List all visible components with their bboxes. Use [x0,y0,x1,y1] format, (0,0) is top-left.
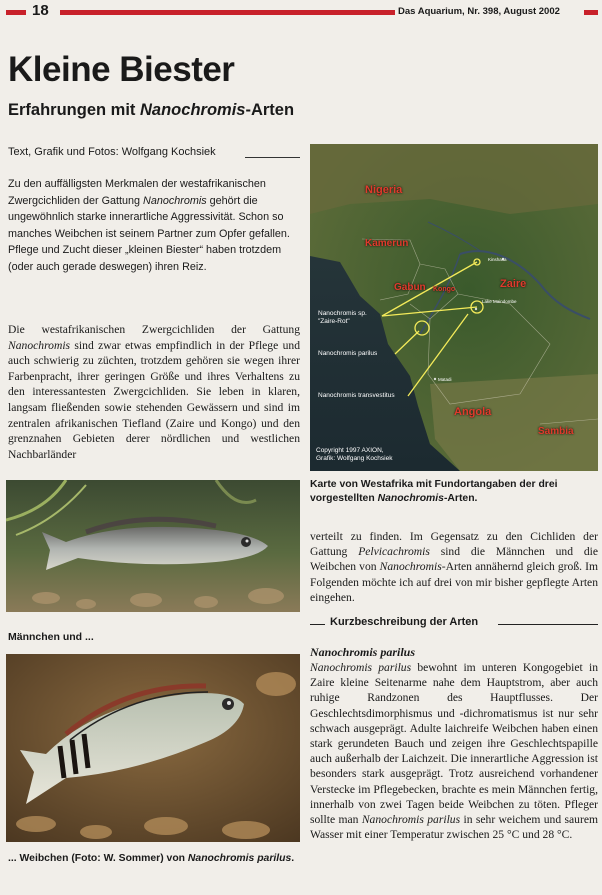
map-caption: Karte von Westafrika mit Fundortangaben der drei vorgestellten Nanochromis-Arten. [310,479,558,504]
map-graphic [310,144,598,471]
map-place-kinshasa: Kinshasa [488,257,507,262]
fish-photo-male [6,480,300,612]
map-label-nigeria: Nigeria [365,184,403,196]
journal-issue: Das Aquarium, Nr. 398, August 2002 [395,6,563,17]
body-paragraph-2: verteilt zu finden. Im Gegensatz zu den Cichliden der Gattung Pelvicachromis sind die Männchen und die Weibchen von Nanochromis-Arten annähernd gleich groß. Im Folgenden möchte ich auf drei von mir bisher gepflegte Arten eingehen. [310,530,598,604]
photo-female-fish [6,654,300,842]
photo-caption-female: ... Weibchen (Foto: W. Sommer) von Nanochromis parilus. [8,853,295,864]
author-credit: Text, Grafik und Fotos: Wolfgang Kochsiek [8,146,216,158]
photo-caption-male: Männchen und ... [8,631,94,643]
body-paragraph-1: Die westafrikanischen Zwergcichliden der Gattung Nanochromis sind zwar etwas empfindlich in der Pflege und auch schwierig zu züchten, trotzdem gehören sie wegen ihrer Farbenpracht, ihrer geringen Größe und ihres Verhaltens zu den interessantesten Zwergcichliden. Sie leben in klaren, langsam fließenden sowie stehenden Gewässern und sind im zentralen afrikanischen Tiefland (Zaire und Kongo) und den grenznahen Gebieten derer nördlichen und westlichen Nachbarländer [8,323,300,461]
map-place-matadi: Matadi [438,377,452,382]
map-label-zaire: Zaire [500,278,527,290]
map-label-gabun: Gabun [394,282,426,293]
map-label-parilus: Nanochromis parilus [318,350,378,357]
section-heading: Kurzbeschreibung der Arten [310,616,598,632]
credit-rule [245,157,300,158]
fish-photo-female [6,654,300,842]
map-label-angola: Angola [454,406,492,418]
map-label-transvestitus: Nanochromis transvestitus [318,392,395,399]
species-heading: Nanochromis parilus [310,645,416,659]
map-copyright: Copyright 1997 AXION, Grafik: Wolfgang Kochsiek [316,447,393,462]
page-number: 18 [28,2,53,19]
body-paragraph-3: Nanochromis parilus bewohnt im unteren Kongogebiet in Zaire kleine Seitenarme nahe dem Hauptstrom, aber auch ruhige Randzonen des Hauptflusses. Der Geschlechtsdimorphismus und -dichromatismus ist nur sehr schwach ausgeprägt. Adulte laichreife Weibchen haben einen stark gerundeten Bauch und zeigen ihre Geschlechtspapille auch außerhalb der Laichzeit. Die innerartliche Aggression ist besonders stark ausgeprägt. Trotz ausreichend vorhandener Verstecke im Pflegebecken, brachte es mein Männchen fertig, innerhalb von zwei Tagen beide Weibchen zu töten. Pfleger sollte man Nanochromis parilus in sehr weichem und saurem Wasser mit einer Temperatur zwischen 25 °C und 28 °C. [310,661,598,842]
photo-male-fish [6,480,300,612]
map-label-sambia: Sambia [538,426,574,437]
article-title: Kleine Biester [8,50,235,89]
lead-paragraph: Zu den auffälligsten Merkmalen der westafrikanischen Zwergcichliden der Gattung Nanochromis gehört die ungewöhnlich starke innerartliche Aggressivität. Schon so manches Weibchen ist seinem Partner zum Opfer gefallen. Pflege und Zucht dieser „kleinen Biester“ haben trotzdem (oder auch gerade deswegen) ihren Reiz. [8,178,290,273]
map-label-zaire-rot: Nanochromis sp. "Zaire-Rot" [318,310,367,325]
map-place-lake: Lake Maindombe [482,299,517,304]
article-subtitle: Erfahrungen mit Nanochromis-Arten [8,101,295,119]
map-label-kamerun: Kamerun [365,238,409,249]
map-label-kongo: Kongo [433,286,456,293]
west-africa-map [310,144,598,471]
